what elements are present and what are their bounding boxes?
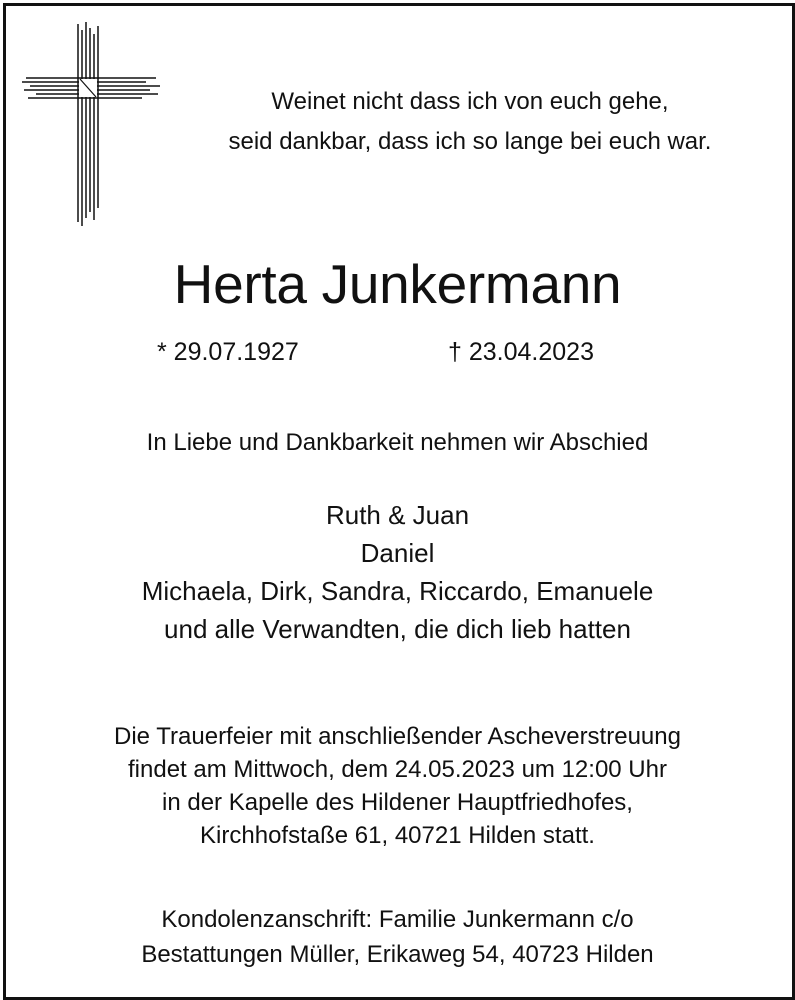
family-line-2: Daniel bbox=[360, 538, 435, 568]
ceremony-line-4: Kirchhofstaße 61, 40721 Hilden statt. bbox=[200, 822, 595, 849]
family-line-1: Ruth & Juan bbox=[325, 500, 470, 530]
death-date: † 23.04.2023 bbox=[448, 338, 594, 366]
farewell-text: In Liebe und Dankbarkeit nehmen wir Abschied bbox=[146, 429, 649, 456]
deceased-name: Herta Junkermann bbox=[173, 253, 622, 315]
family-line-4: und alle Verwandten, die dich lieb hatten bbox=[164, 614, 631, 644]
ceremony-line-3: in der Kapelle des Hildener Hauptfriedhofes, bbox=[162, 789, 633, 816]
cross-icon bbox=[22, 22, 162, 227]
birth-date: * 29.07.1927 bbox=[157, 338, 299, 366]
ceremony-line-2: findet am Mittwoch, dem 24.05.2023 um 12:00 Uhr bbox=[128, 756, 667, 783]
quote-line-1: Weinet nicht dass ich von euch gehe, bbox=[271, 88, 669, 115]
family-line-3: Michaela, Dirk, Sandra, Riccardo, Emanuele bbox=[141, 576, 654, 606]
condolence-line-1: Kondolenzanschrift: Familie Junkermann c/o bbox=[161, 906, 634, 933]
ceremony-line-1: Die Trauerfeier mit anschließender Ascheverstreuung bbox=[114, 723, 681, 750]
quote-line-2: seid dankbar, dass ich so lange bei euch war. bbox=[228, 128, 712, 155]
condolence-line-2: Bestattungen Müller, Erikaweg 54, 40723 Hilden bbox=[141, 941, 654, 968]
